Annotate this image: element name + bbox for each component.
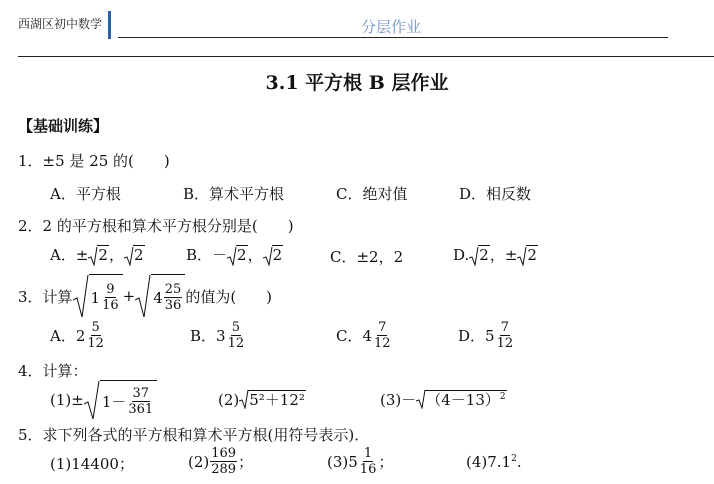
q4-part-3: [380, 389, 507, 410]
punctuation: ；: [378, 453, 394, 471]
q2-option-b: [186, 244, 283, 265]
numerator: 9: [106, 282, 115, 297]
header-rule: [118, 37, 668, 38]
part-label: (2): [218, 390, 240, 409]
q3-option-a: [50, 320, 106, 351]
denominator: 12: [374, 336, 391, 351]
q3-option-d: [458, 320, 515, 351]
numerator: 7: [378, 320, 387, 335]
question-4-stem: 4．计算：: [18, 362, 88, 380]
separator: ，: [247, 246, 263, 264]
section-heading: 【基础训练】: [18, 117, 109, 135]
fraction: [127, 386, 154, 417]
denominator: 16: [359, 462, 377, 477]
header-divider: [108, 11, 111, 39]
exponent: 2: [511, 454, 517, 464]
q1-option-a: A．平方根: [50, 185, 121, 203]
q2-option-a: [50, 244, 145, 265]
sqrt-symbol: [88, 246, 109, 264]
part-label: (4)7.1: [466, 453, 512, 471]
question-1-stem: 1．±5 是 25 的( ): [18, 152, 170, 170]
sqrt-symbol: [239, 389, 306, 410]
radicand: 2: [237, 246, 247, 264]
denominator: 361: [128, 402, 154, 417]
q3-stem-suffix: 的值为( ): [185, 287, 273, 306]
separator: ，: [108, 246, 124, 264]
sqrt-symbol: [263, 246, 284, 264]
radicand: 2: [98, 246, 108, 264]
radicand: [151, 274, 185, 318]
q1-option-b: B．算术平方根: [183, 185, 285, 203]
page-rule: [18, 56, 714, 57]
q3-option-c: [336, 320, 393, 351]
sqrt-expression: [84, 380, 157, 420]
question-5-stem: 5．求下列各式的平方根和算术平方根(用符号表示)．: [18, 426, 370, 444]
radicand: 2: [133, 246, 144, 264]
radicand: [100, 380, 157, 420]
radicand-text: 1－: [101, 393, 127, 411]
page-title: 3.1 平方根 B 层作业: [265, 72, 449, 94]
q5-part-3: [327, 446, 393, 477]
header-subject: 分层作业: [361, 18, 422, 36]
radicand: 2: [272, 246, 283, 264]
q5-part-4: [466, 453, 522, 471]
q3-option-b: [190, 320, 246, 351]
q5-part-1: (1)14400；: [50, 455, 134, 473]
denominator: 36: [164, 298, 182, 313]
part-label: (2): [188, 452, 210, 471]
denominator: 12: [496, 336, 514, 351]
q3-stem-prefix: 3．计算: [18, 287, 73, 306]
q4-part-1: [50, 380, 157, 420]
separator: ，±: [489, 246, 518, 264]
radicand: 2: [527, 246, 537, 264]
part-label: (1)±: [50, 391, 84, 409]
option-label: C．4: [336, 327, 373, 345]
option-label: D．5: [458, 327, 495, 345]
radicand: 5²＋12²: [249, 391, 305, 409]
sqrt-symbol: [517, 246, 538, 264]
fraction: [86, 320, 105, 351]
q2-option-d: [453, 244, 538, 265]
numerator: 7: [500, 320, 509, 335]
fraction: [164, 282, 183, 313]
sqrt-symbol: [416, 389, 506, 410]
sqrt-symbol: [124, 246, 145, 264]
plus-sign: +: [122, 287, 136, 305]
q2-option-c: C．±2，2: [330, 248, 404, 266]
numerator: 37: [132, 386, 150, 401]
numerator: 1: [363, 446, 373, 461]
radicand: [89, 274, 123, 318]
q5-part-2: [188, 446, 253, 477]
q1-option-c: C．绝对值: [336, 185, 408, 203]
fraction: [359, 446, 378, 477]
radicand: [425, 390, 506, 409]
punctuation: ；: [238, 453, 254, 471]
numerator: 5: [231, 320, 240, 335]
sqrt-symbol: [469, 246, 490, 264]
mixed-whole: 1: [90, 288, 101, 307]
part-label: (3)－: [380, 391, 417, 409]
fraction: [373, 320, 392, 351]
q4-part-2: [218, 389, 306, 410]
fraction: [496, 320, 515, 351]
q2-option-a-label: A．±: [50, 246, 89, 264]
mixed-whole: 4: [153, 288, 163, 307]
denominator: 12: [227, 336, 245, 351]
q2-option-b-label: B．－: [186, 246, 228, 264]
numerator: 169: [211, 446, 237, 461]
punctuation: .: [516, 453, 522, 471]
q1-option-d: D．相反数: [459, 185, 532, 203]
numerator: 25: [164, 282, 182, 297]
question-3-stem: [18, 274, 272, 318]
numerator: 5: [91, 320, 100, 335]
part-label: (3)5: [327, 452, 358, 471]
radicand-text: （4－13）: [426, 391, 500, 409]
option-label: A．2: [50, 327, 86, 345]
sqrt-expression: [135, 274, 185, 318]
sqrt-symbol: [227, 246, 248, 264]
fraction: [210, 446, 237, 477]
q2-option-d-label: D.: [453, 246, 470, 264]
option-label: B．3: [190, 327, 226, 345]
header-school: 西湖区初中数学: [18, 17, 103, 31]
question-2-stem: 2．2 的平方根和算术平方根分别是( ): [18, 217, 294, 235]
denominator: 16: [102, 298, 119, 313]
denominator: 12: [87, 336, 104, 351]
fraction: [227, 320, 246, 351]
denominator: 289: [211, 462, 237, 477]
sqrt-expression: [73, 274, 123, 318]
exponent: 2: [499, 392, 506, 402]
radicand: 2: [479, 246, 489, 264]
fraction: [101, 282, 120, 313]
